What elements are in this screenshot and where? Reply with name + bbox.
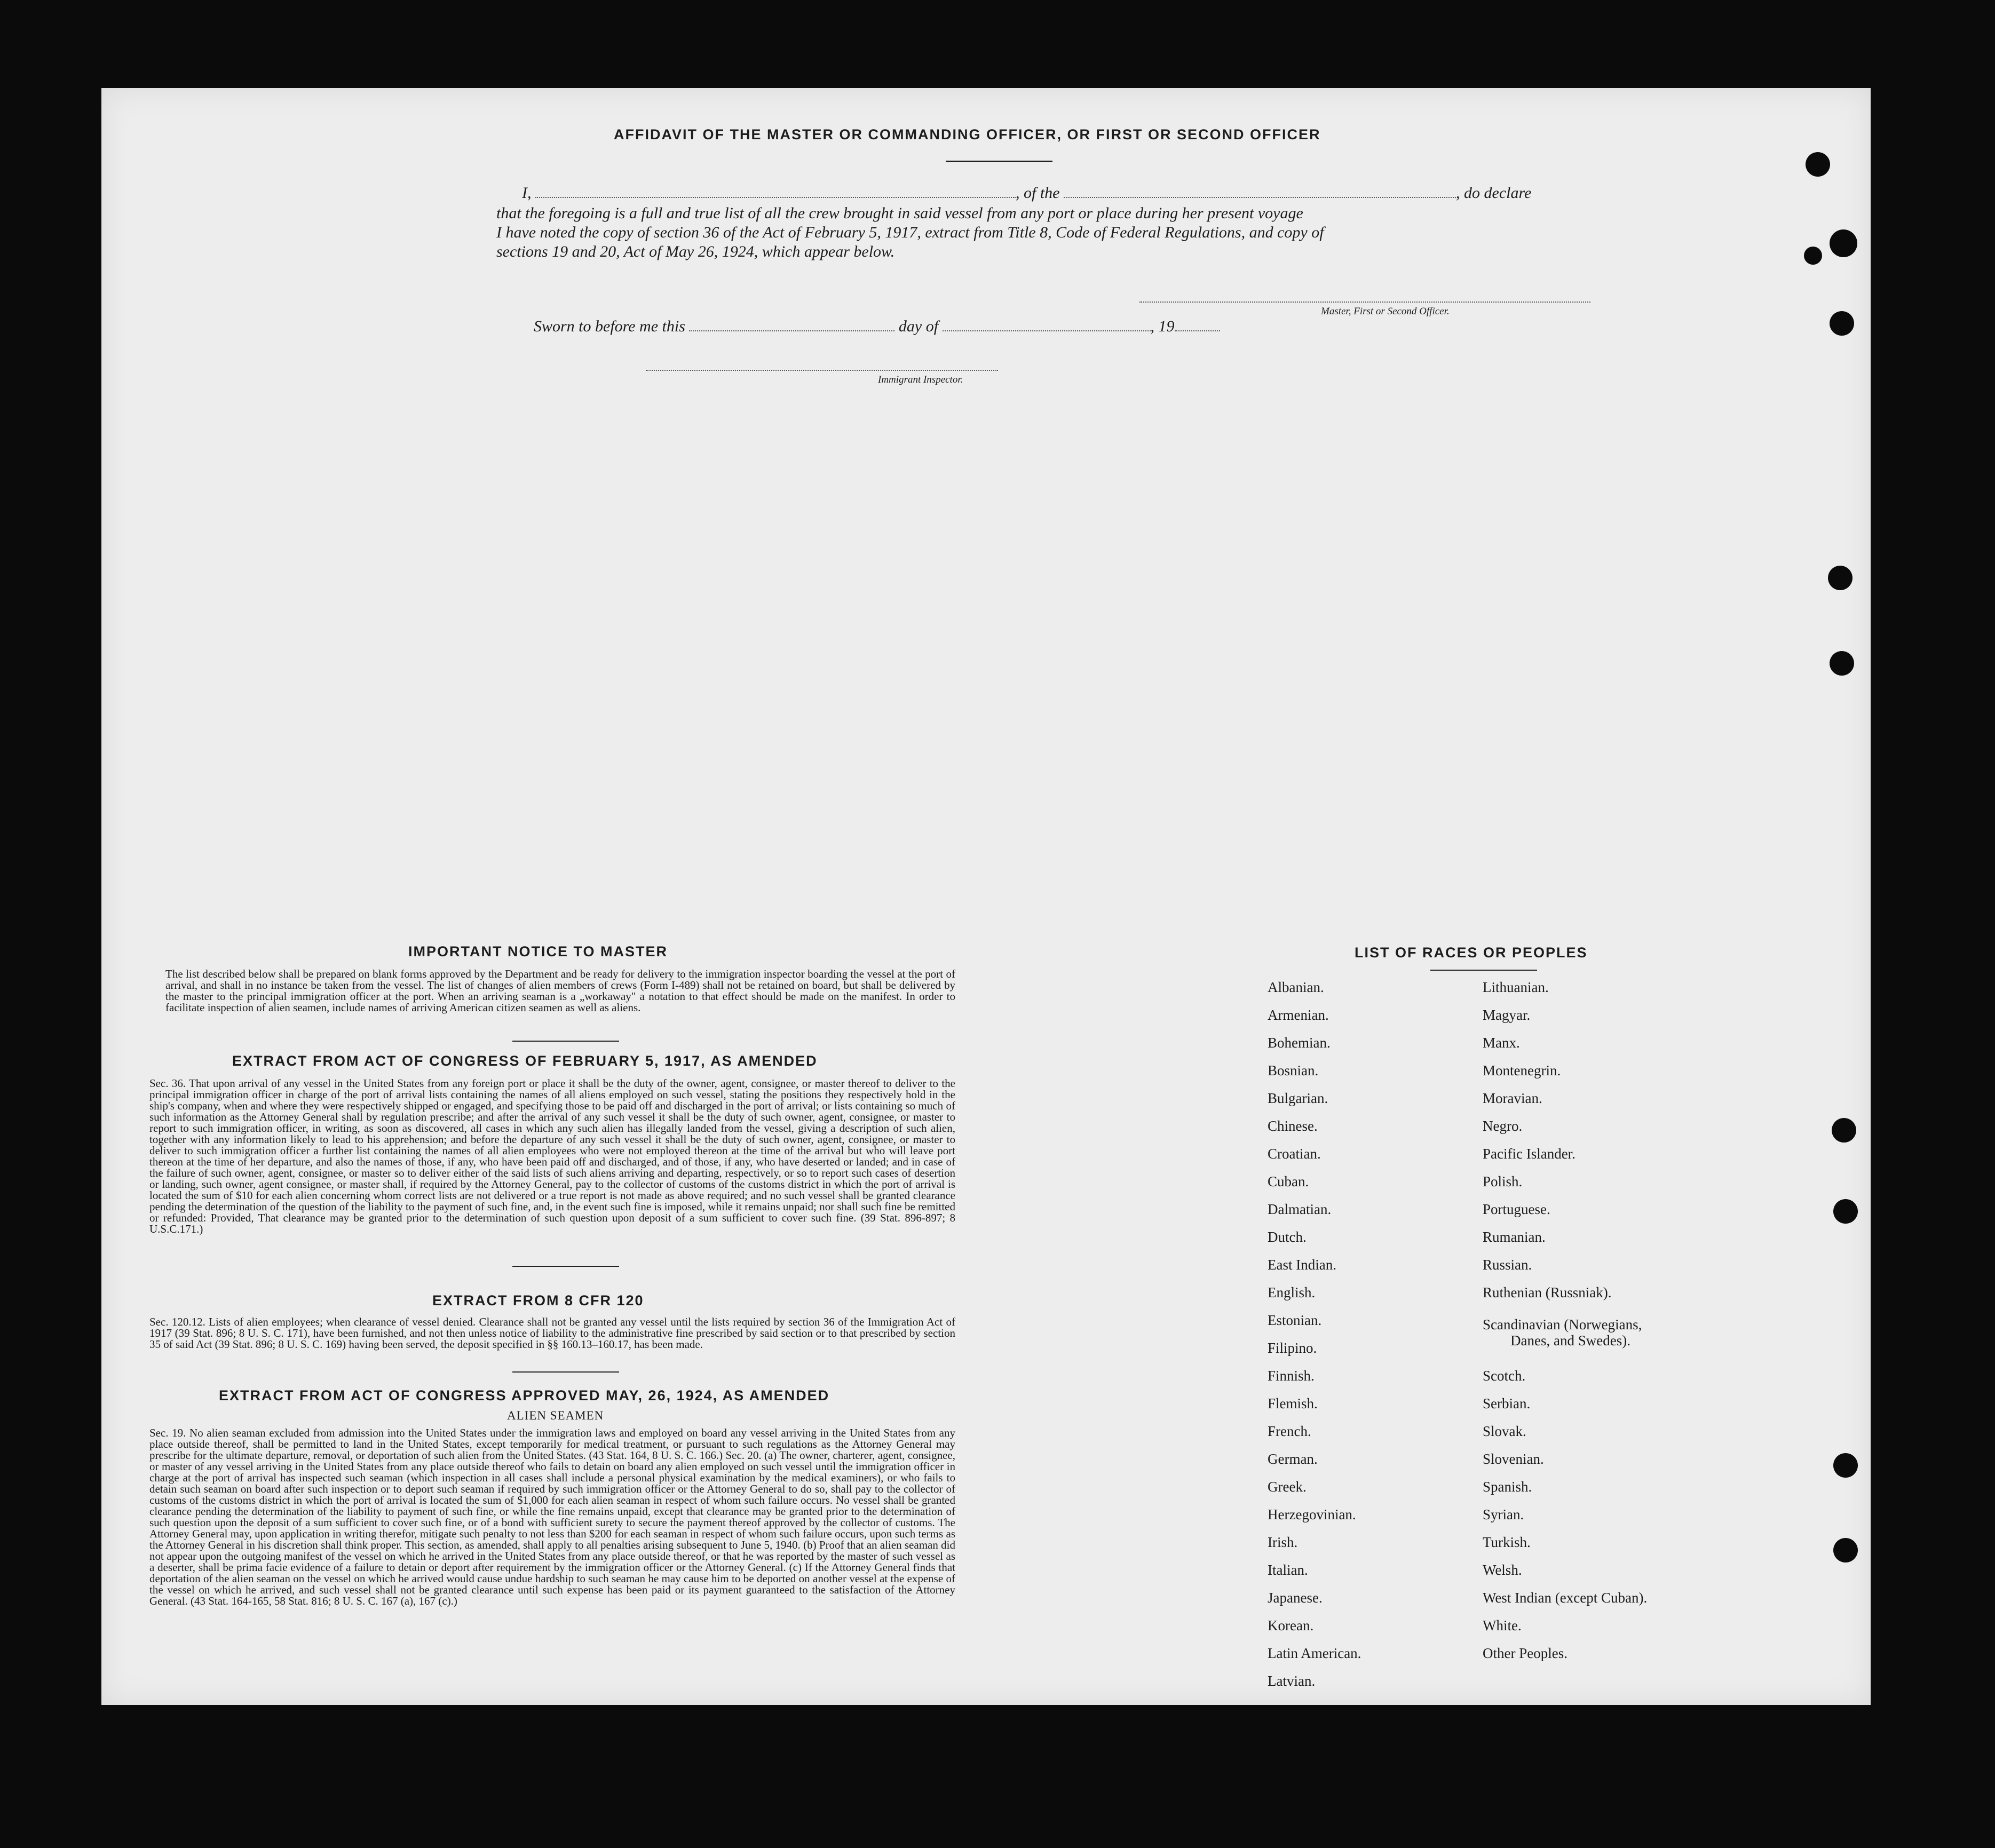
race-item: Syrian. xyxy=(1483,1506,1524,1522)
race-item: English. xyxy=(1268,1284,1316,1300)
race-item: Latin American. xyxy=(1268,1645,1361,1661)
divider xyxy=(512,1266,619,1267)
do-declare-label: , do declare xyxy=(1456,184,1532,202)
race-item: Cuban. xyxy=(1268,1173,1309,1189)
race-item: Finnish. xyxy=(1268,1368,1315,1384)
divider xyxy=(512,1371,619,1373)
affidavit-line-4: sections 19 and 20, Act of May 26, 1924, which appear below. xyxy=(496,243,895,260)
races-heading: LIST OF RACES OR PEOPLES xyxy=(1355,945,1588,961)
punch-hole xyxy=(1833,1453,1858,1478)
punch-hole xyxy=(1806,152,1830,177)
race-item: Greek. xyxy=(1268,1479,1307,1495)
race-item: Negro. xyxy=(1483,1118,1523,1134)
race-item: Slovak. xyxy=(1483,1423,1526,1439)
extract-1924-subheading: ALIEN SEAMEN xyxy=(507,1409,604,1422)
race-item: Dutch. xyxy=(1268,1229,1307,1245)
race-item: Bulgarian. xyxy=(1268,1090,1328,1106)
race-item: Moravian. xyxy=(1483,1090,1542,1106)
race-item: Dalmatian. xyxy=(1268,1201,1332,1217)
race-item: Pacific Islander. xyxy=(1483,1146,1576,1162)
inspector-signature-line[interactable] xyxy=(646,370,998,371)
race-item: Filipino. xyxy=(1268,1340,1317,1356)
race-item: Albanian. xyxy=(1268,979,1324,995)
race-item: Magyar. xyxy=(1483,1007,1531,1023)
race-item: Armenian. xyxy=(1268,1007,1329,1023)
punch-hole xyxy=(1830,229,1857,257)
year-label: , 19 xyxy=(1150,318,1175,335)
document-page xyxy=(101,88,1871,1705)
sworn-day-field[interactable] xyxy=(689,330,894,331)
race-item: Scotch. xyxy=(1483,1368,1526,1384)
punch-hole xyxy=(1830,651,1854,676)
punch-hole xyxy=(1804,247,1822,265)
race-item: Lithuanian. xyxy=(1483,979,1549,995)
race-item: Rumanian. xyxy=(1483,1229,1546,1245)
race-item: Slovenian. xyxy=(1483,1451,1544,1467)
race-item: Montenegrin. xyxy=(1483,1062,1561,1078)
punch-hole xyxy=(1833,1199,1858,1224)
race-item: Latvian. xyxy=(1268,1673,1316,1689)
race-item: Turkish. xyxy=(1483,1534,1531,1550)
master-caption: Master, First or Second Officer. xyxy=(1321,306,1450,317)
race-item: Bosnian. xyxy=(1268,1062,1319,1078)
race-item: Russian. xyxy=(1483,1257,1532,1273)
race-item: White. xyxy=(1483,1617,1522,1633)
race-item: Herzegovinian. xyxy=(1268,1506,1356,1522)
extract-1924-text: Sec. 19. No alien seaman excluded from admission into the United States under the immigration laws and employed on board any vessel arriving in the United States from any place outside thereof, shall be permitted to land in the United States, except temporarily for medical treatment, or pursuant to such regulations as the Attorney General may prescribe for the ultimate departure, removal, or deportation of such alien from the United States. (43 Stat. 164, 8 U. S. C. 166.) Sec. 20. (a) The owner, charterer, agent, consignee, or master of any vessel arriving in the United States from any place outside thereof who fails to detain on board any alien employed on such vessel until the immigration officer in charge at the port of arrival has inspected such seaman (which inspection in all cases shall include a personal physical examination by the medical examiners), or who fails to detain such seaman on board after such inspection or to deport such seaman if required by such immigration officer or the Attorney General to do so, shall pay to the collector of customs of the customs district in which the port of arrival is located the sum of $1,000 for each alien seaman in respect of whom such failure occurs. No vessel shall be granted clearance pending the determination of the liability to payment of such fine, or while the fine remains unpaid, except that clearance may be granted prior to the determination of such question upon the deposit of a sum sufficient to cover such fine, or of a bond with sufficient surety to secure the payment thereof approved by the collector of customs. The Attorney General may, upon application in writing therefor, mitigate such penalty to not less than $200 for each seaman in respect of whom such failure occurs, upon such terms as the Attorney General in his discretion shall think proper. This section, as amended, shall apply to all penalties arising subsequent to June 5, 1940. (b) Proof that an alien seaman did not appear upon the outgoing manifest of the vessel on which he arrived in the United States from any place outside thereof, or that he was reported by the master of such vessel as a deserter, shall be prima facie evidence of a failure to detain or deport after requirement by the immigration officer or the Attorney General. (c) If the Attorney General finds that deportation of the alien seaman on the vessel on which he arrived would cause undue hardship to such seaman he may cause him to be deported on another vessel at the expense of the vessel on which he arrived, and such vessel shall not be granted clearance until such expense has been paid or its payment guaranteed to the satisfaction of the Attorney General. (43 Stat. 164-165, 58 Stat. 816; 8 U. S. C. 167 (a), 167 (c).) xyxy=(149,1426,955,1607)
race-item: Polish. xyxy=(1483,1173,1523,1189)
affidavit-line-2: that the foregoing is a full and true list of all the crew brought in said vessel from any port or place during her present voyage xyxy=(496,204,1303,222)
affidavit-heading: AFFIDAVIT OF THE MASTER OR COMMANDING OFFICER, OR FIRST OR SECOND OFFICER xyxy=(614,126,1321,142)
affidavit-line-1 xyxy=(496,184,1604,202)
race-item: Spanish. xyxy=(1483,1479,1532,1495)
race-item: Danes, and Swedes). xyxy=(1510,1333,1630,1349)
race-item: Manx. xyxy=(1483,1035,1520,1051)
extract-cfr-text: Sec. 120.12. Lists of alien employees; when clearance of vessel denied. Clearance shall not be granted any vessel until the lists required by section 36 of the Immigration Act of 1917 (39 Stat. 896; 8 U. S. C. 171), have been furnished, and not then unless notice of liability to the administrative fine prescribed by said section or to that prescribed by section 35 of said Act (39 Stat. 896; 8 U. S. C. 169) having been served, the deposit specified in §§ 160.13–160.17, has been made. xyxy=(149,1315,955,1351)
race-item: Croatian. xyxy=(1268,1146,1321,1162)
punch-hole xyxy=(1833,1538,1858,1563)
race-item: West Indian (except Cuban). xyxy=(1483,1590,1648,1606)
race-item: German. xyxy=(1268,1451,1318,1467)
notice-text: The list described below shall be prepared on blank forms approved by the Department and be ready for delivery to the immigration inspector boarding the vessel at the port of arrival, and shall in no instance be taken from the vessel. The list of changes of alien members of crews (Form I-489) shall not be retained on board, but shall be delivered by the master to the principal immigration officer at the port. When an arriving seaman is a „workaway" a notation to that effect should be made on the manifest. In order to facilitate inspection of alien seamen, include names of arriving American citizen seamen as well as aliens. xyxy=(165,967,955,1014)
race-item: French. xyxy=(1268,1423,1311,1439)
race-item: Irish. xyxy=(1268,1534,1298,1550)
extract-cfr-heading: EXTRACT FROM 8 CFR 120 xyxy=(432,1292,644,1308)
sworn-line xyxy=(534,318,1220,336)
inspector-caption: Immigrant Inspector. xyxy=(878,374,963,385)
divider xyxy=(512,1041,619,1042)
sworn-year-field[interactable] xyxy=(1175,330,1220,331)
race-item: Scandinavian (Norwegians, xyxy=(1483,1316,1642,1333)
vessel-field[interactable] xyxy=(1064,197,1456,198)
of-the-label: , of the xyxy=(1016,184,1060,202)
extract-1924-heading: EXTRACT FROM ACT OF CONGRESS APPROVED MAY, 26, 1924, AS AMENDED xyxy=(219,1387,830,1403)
sworn-month-field[interactable] xyxy=(943,330,1151,331)
race-item: Korean. xyxy=(1268,1617,1314,1633)
race-item: Welsh. xyxy=(1483,1562,1522,1578)
race-item: Portuguese. xyxy=(1483,1201,1550,1217)
race-item: Flemish. xyxy=(1268,1395,1318,1411)
name-field[interactable] xyxy=(535,197,1016,198)
race-item: Ruthenian (Russniak). xyxy=(1483,1284,1612,1300)
divider xyxy=(1430,970,1537,971)
master-signature-line[interactable] xyxy=(1139,302,1590,303)
extract-1917-text: Sec. 36. That upon arrival of any vessel in the United States from any foreign port or place it shall be the duty of the owner, agent, consignee, or master thereof to deliver to the principal immigration officer in charge of the port of arrival lists containing the names of all aliens employed on such vessel, stating the positions they respectively hold in the ship's company, when and where they were respectively shipped or engaged, and specifying those to be paid off and discharged in the port of arrival; or lists containing so much of such information as the Attorney General shall by regulation prescribe; and after the arrival of any such vessel it shall be the duty of such owner, agent, consignee, or master to report to such immigration officer, in writing, as soon as discovered, all cases in which any such alien has illegally landed from the vessel, giving a description of such alien, together with any information likely to lead to his apprehension; and before the departure of any such vessel it shall be the duty of such owner, agent, consignee, or master to deliver to such immigration officer a further list containing the names of all alien employees who were not employed thereon at the time of the arrival but who will leave port thereon at the time of her departure, and also the names of those, if any, who have been paid off and discharged, and of those, if any, who have deserted or landed; and in case of the failure of such owner, agent, consignee, or master so to deliver either of the said lists of such aliens arriving and departing, respectively, or so to report such cases of desertion or landing, such owner, agent consignee, or master shall, if required by the Attorney General, pay to the collector of customs of the customs district in which the port of arrival is located the sum of $10 for each alien concerning whom correct lists are not delivered or a true report is not made as above required; and no such vessel shall be granted clearance pending the determination of the question of the liability to the payment of such fine, and, in the event such fine is imposed, while it remains unpaid; nor shall such fine be remitted or refunded: Provided, That clearance may be granted prior to the determination of such question upon deposit of a sum sufficient to cover such fine. (39 Stat. 896-897; 8 U.S.C.171.) xyxy=(149,1077,955,1235)
race-item: Japanese. xyxy=(1268,1590,1323,1606)
divider xyxy=(946,161,1052,162)
day-of-label: day of xyxy=(898,318,939,335)
race-item: Estonian. xyxy=(1268,1312,1322,1328)
affidavit-i: I, xyxy=(522,184,532,202)
race-item: East Indian. xyxy=(1268,1257,1336,1273)
race-item: Bohemian. xyxy=(1268,1035,1331,1051)
race-item: Serbian. xyxy=(1483,1395,1531,1411)
punch-hole xyxy=(1828,566,1852,590)
punch-hole xyxy=(1832,1118,1856,1143)
race-item: Other Peoples. xyxy=(1483,1645,1568,1661)
punch-hole xyxy=(1830,311,1854,336)
notice-heading: IMPORTANT NOTICE TO MASTER xyxy=(408,943,668,959)
affidavit-line-3: I have noted the copy of section 36 of the Act of February 5, 1917, extract from Title 8, Code of Federal Regulations, and copy of xyxy=(496,224,1324,241)
race-item: Chinese. xyxy=(1268,1118,1318,1134)
sworn-label: Sworn to before me this xyxy=(534,318,685,335)
extract-1917-heading: EXTRACT FROM ACT OF CONGRESS OF FEBRUARY 5, 1917, AS AMENDED xyxy=(232,1053,818,1069)
race-item: Italian. xyxy=(1268,1562,1308,1578)
